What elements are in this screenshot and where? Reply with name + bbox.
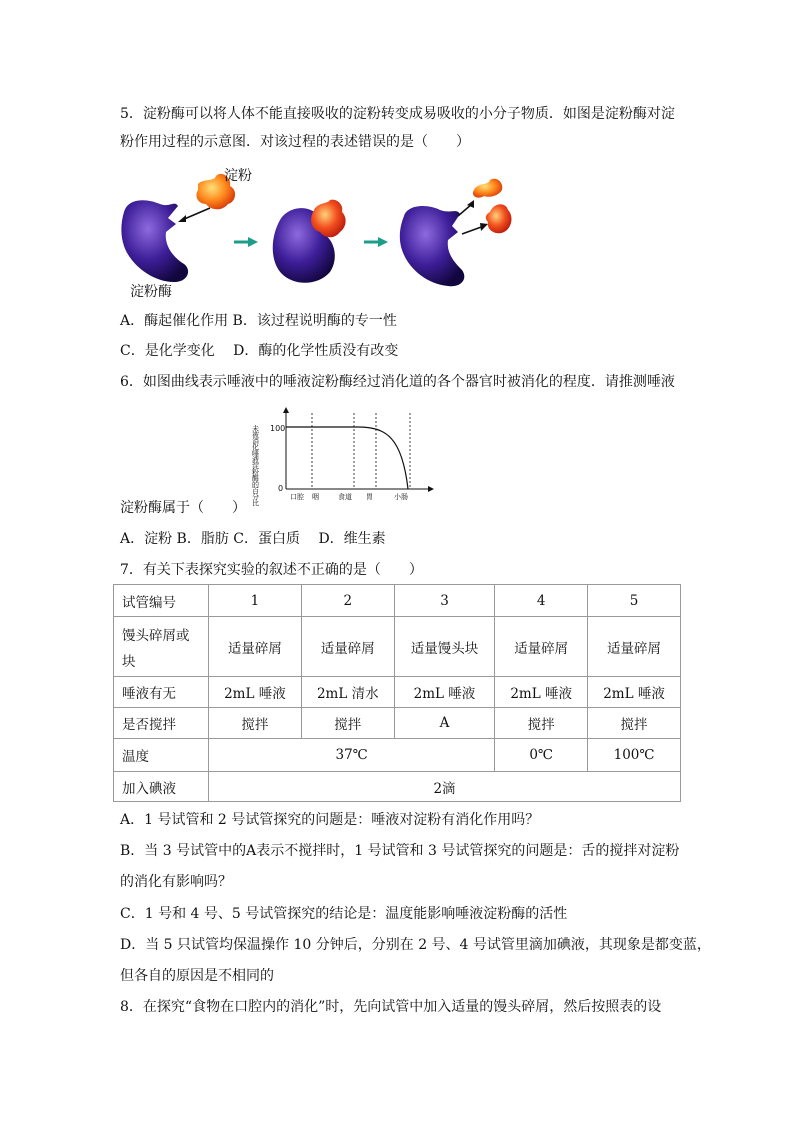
table-header-row [114,585,681,617]
row-label-iodine: 加入碘液 [114,772,209,802]
ylabel-char: 被 [252,431,259,440]
table-cell: 适量碎屑 [588,617,681,677]
q7-option-b-line2: 的消化有影响吗？ [120,874,232,890]
ylabel-char: 消 [252,437,259,446]
chart-ylabel [252,424,259,507]
table-cell: 2滴 [209,772,681,802]
ylabel-char: 淀 [252,462,259,471]
enzyme-label: 淀粉酶 [130,284,172,300]
x-label-organ: 口腔 [290,493,304,501]
table-header-cell: 1 [209,585,302,617]
table-row-stir [114,708,681,739]
q7-option-b-line1: B．当 3 号试管中的A表示不搅拌时，1 号试管和 3 号试管探究的问题是：舌的搅拌对淀粉 [120,843,680,859]
enzyme-molecule-1 [121,200,188,282]
table-cell: 搅拌 [588,708,681,739]
table-cell: 37℃ [209,739,495,772]
q7-stem: 7．有关下表探究实验的叙述不正确的是（ ） [120,562,423,578]
q5-options-ab: A．酶起催化作用 B．该过程说明酶的专一性 [120,313,397,329]
table-row-iodine [114,772,681,802]
ylabel-char: 酶 [252,474,259,483]
enzyme-molecule-3 [400,206,464,286]
table-row-material [114,617,681,677]
table-header-cell: 5 [588,585,681,617]
table-header-cell: 2 [301,585,394,617]
organ-divider-lines [312,413,410,489]
enzyme-process-figure [118,160,538,305]
table-cell: 2mL 唾液 [209,677,302,708]
table-cell: 2mL 唾液 [588,677,681,708]
ylabel-char: 比 [252,499,259,508]
table-header-cell: 试管编号 [114,585,209,617]
table-cell: 搅拌 [301,708,394,739]
x-label-organ: 咽 [312,493,319,501]
ylabel-char: 百 [252,487,259,495]
table-cell: 2mL 唾液 [495,677,588,708]
table-cell: 搅拌 [495,708,588,739]
product-fragment-2 [486,204,512,233]
starch-label: 淀粉 [224,168,252,184]
table-cell: A [394,708,495,739]
x-label-organ: 小肠 [394,493,408,501]
row-label-material-line2: 块 [122,653,136,670]
y-tick-0: 0 [278,484,284,493]
enzyme-digestion-chart [246,405,446,511]
chart-x-labels [290,492,408,501]
table-header-cell: 4 [495,585,588,617]
ylabel-char: 的 [252,480,259,489]
ylabel-char: 液 [252,456,259,464]
ylabel-char: 粉 [252,468,259,477]
q6-stem-line2: 淀粉酶属于（ ） [120,500,246,516]
table-cell: 100℃ [588,739,681,772]
x-label-organ: 食道 [338,493,352,501]
digestion-curve [286,427,408,489]
table-cell: 适量碎屑 [301,617,394,677]
ylabel-char: 唾 [252,449,259,458]
ylabel-char: 未 [252,425,259,433]
q7-option-c: C．1 号和 4 号、5 号试管探究的结论是：温度能影响唾液淀粉酶的活性 [120,906,568,922]
product-fragment-1 [473,179,502,198]
row-label-material-line1: 馒头碎屑或 [122,627,190,644]
table-header-cell: 3 [394,585,495,617]
q7-option-d-line2: 但各自的原因是不相同的 [120,968,274,984]
table-cell: 搅拌 [209,708,302,739]
q7-option-a: A．1 号试管和 2 号试管探究的问题是：唾液对淀粉有消化作用吗？ [120,812,540,828]
table-cell: 2mL 唾液 [394,677,495,708]
table-cell: 适量碎屑 [495,617,588,677]
ylabel-char: 分 [252,493,259,502]
table-row-saliva [114,677,681,708]
table-cell: 2mL 清水 [301,677,394,708]
table-row-temperature [114,739,681,772]
table-cell: 适量馒头块 [394,617,495,677]
q6-options: A．淀粉 B．脂肪 C．蛋白质 D．维生素 [120,531,386,547]
q8-stem-line1: 8．在探究“食物在口腔内的消化”时，先向试管中加入适量的馒头碎屑，然后按照表的设 [120,999,662,1015]
table-cell: 适量碎屑 [209,617,302,677]
row-label-saliva: 唾液有无 [114,677,209,708]
row-label-temperature: 温度 [114,739,209,772]
q5-stem-line1: 5．淀粉酶可以将人体不能直接吸收的淀粉转变成易吸收的小分子物质．如图是淀粉酶对淀 [120,106,675,122]
experiment-table [113,584,681,802]
table-cell: 0℃ [495,739,588,772]
bind-arrow [182,208,210,220]
row-label-material [114,617,209,677]
x-label-organ: 胃 [366,493,373,501]
q5-options-cd: C．是化学变化 D．酶的化学性质没有改变 [120,343,399,359]
q6-stem-line1: 6．如图曲线表示唾液中的唾液淀粉酶经过消化道的各个器官时被消化的程度．请推测唾液 [120,374,675,390]
q5-stem-line2: 粉作用过程的示意图．对该过程的表述错误的是（ ） [120,134,470,150]
y-tick-100: 100 [270,424,286,433]
ylabel-char: 化 [252,443,259,452]
row-label-stir: 是否搅拌 [114,708,209,739]
q7-option-d-line1: D．当 5 只试管均保温操作 10 分钟后，分别在 2 号、4 号试管里滴加碘液，其现象是都变蓝， [120,937,711,953]
